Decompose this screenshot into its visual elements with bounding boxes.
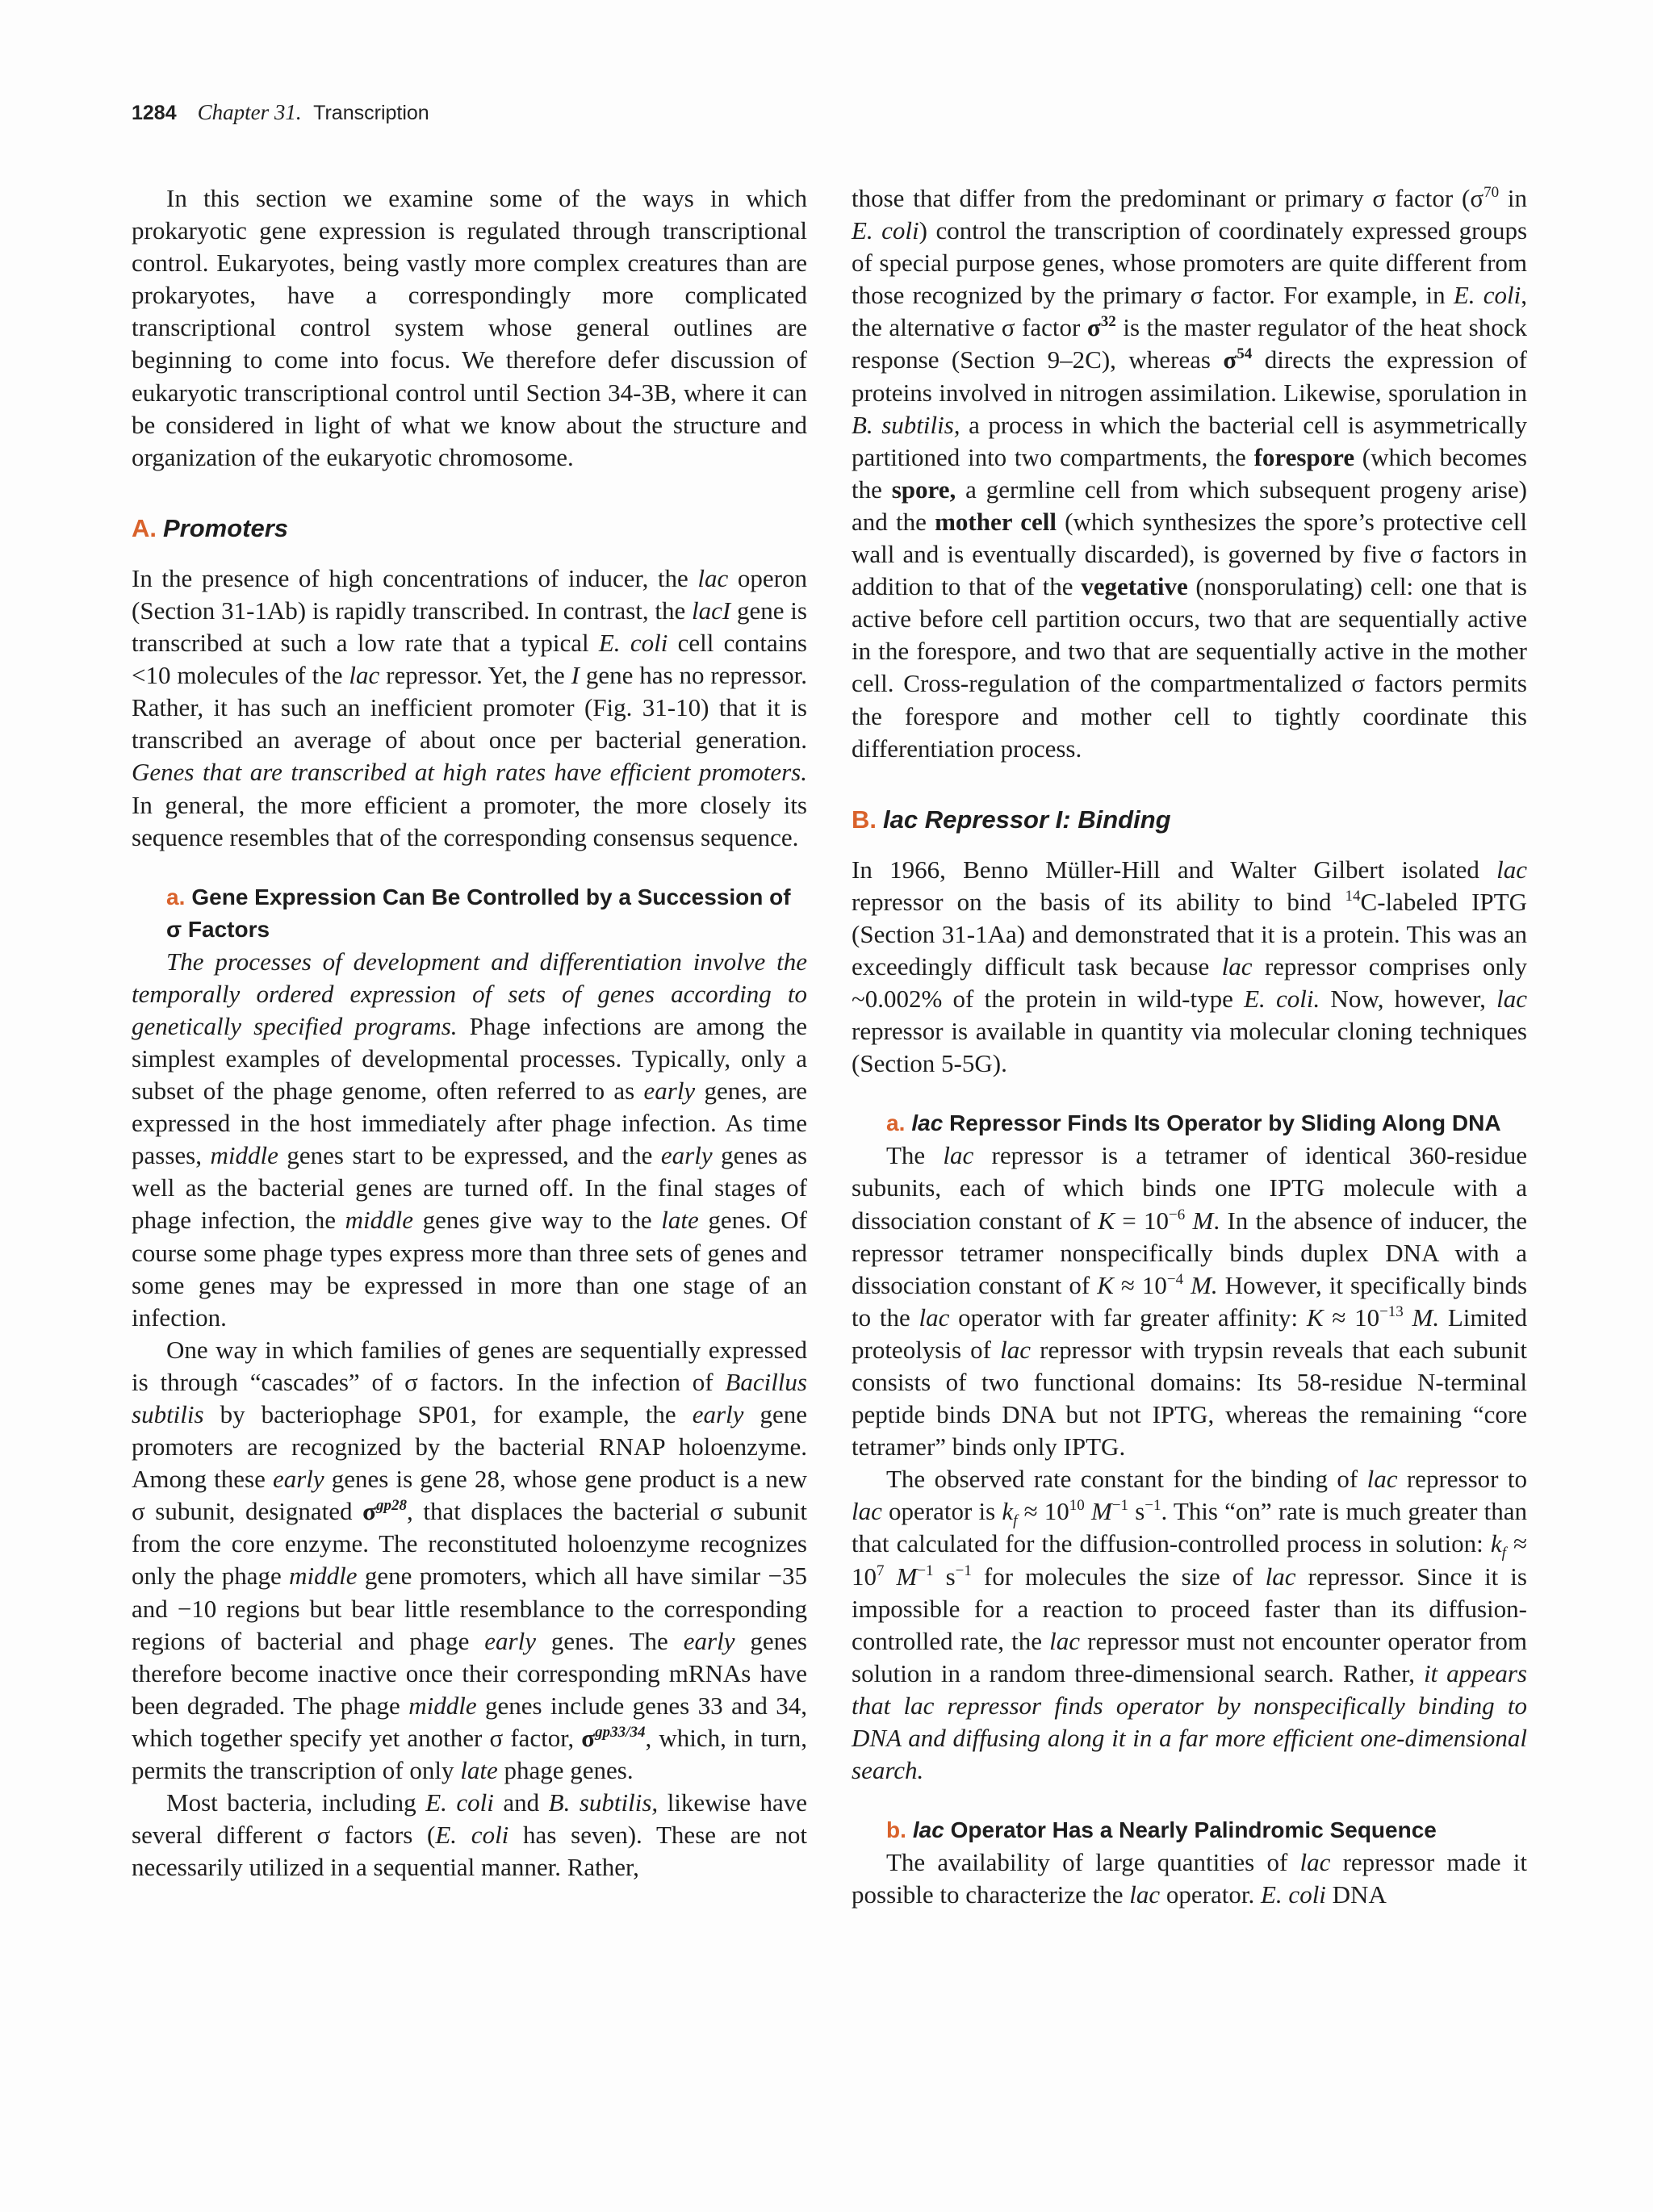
subsection-title: Repressor Finds Its Operator by Sliding Along DNA bbox=[943, 1110, 1501, 1136]
subsection-ba-heading: a. lac Repressor Finds Its Operator by Sliding Along DNA bbox=[886, 1110, 1501, 1136]
intro-paragraph: In this section we examine some of the ways in which prokaryotic gene expression is regulated through transcriptional control. Eukaryotes, being vastly more complex creatures than are prokaryotes, have a correspondingly more complicated transcriptional control system whose general outlines are beginning to come into focus. We therefore defer discussion of eukaryotic transcriptional control until Section 34-3B, where it can be considered in light of what we know about the structure and organization of the eukaryotic chromosome. bbox=[132, 184, 807, 471]
running-head bbox=[132, 100, 429, 132]
sigma-paragraph-2: One way in which families of genes are sequentially expressed is through “cascades” of σ factors. In the infection of Bacillus subtilis by bacteriophage SP01, for example, the early gene promoters are recognized by the bacterial RNAP holoenzyme. Among these early genes is gene 28, whose gene product is a new σ subunit, designated $\sigma^{gp28}$, that displaces the bacterial σ subunit from the core enzyme. The reconstituted holoenzyme recognizes only the phage middle gene promoters, which all have similar −35 and −10 regions but bear little resemblance to the corresponding regions of bacterial and phage early genes. The early genes therefore become inactive once their corresponding mRNAs have been degraded. The phage middle genes include genes 33 and 34, which together specify yet another σ factor, $\sigma^{gp33/34}$, which, in turn, permits the transcription of only late phage genes. bbox=[132, 1335, 807, 1785]
subsection-a-heading bbox=[166, 881, 807, 946]
section-a-heading bbox=[132, 512, 807, 545]
section-title: lac Repressor I: Binding bbox=[883, 805, 1171, 834]
right-column bbox=[852, 182, 1527, 1911]
chapter-title: Transcription bbox=[313, 102, 429, 124]
subsection-letter: a. bbox=[886, 1110, 906, 1136]
subsection-letter: a. bbox=[166, 884, 186, 909]
sigma-paragraph-1: The processes of development and differentiation involve the temporally ordered expression of sets of genes according to genetically specified programs. Phage infections are among the simplest examples of developmental processes. Typically, only a subset of the phage genome, often referred to as early genes, are expressed in the host immediately after phage infection. As time passes, middle genes start to be expressed, and the early genes as well as the bacterial genes are turned off. In the final stages of phage infection, the middle genes give way to the late genes. Of course some phage types express more than three sets of genes and some genes may be expressed in more than one stage of an infection. bbox=[132, 947, 808, 1332]
section-b-heading bbox=[852, 804, 1527, 836]
operator-paragraph: The availability of large quantities of lac repressor made it possible to characterize the lac operator. E. coli DNA bbox=[852, 1848, 1527, 1909]
subsection-bb-heading: b. lac Operator Has a Nearly Palindromic Sequence bbox=[886, 1817, 1437, 1843]
left-column bbox=[132, 182, 807, 1884]
section-letter: A. bbox=[132, 513, 157, 542]
subsection-letter: b. bbox=[886, 1817, 906, 1843]
subsection-title: Gene Expression Can Be Controlled by a Succession of σ Factors bbox=[166, 884, 791, 942]
sliding-paragraph-2: The observed rate constant for the binding of lac repressor to lac operator is $k_f \approx 10^{10}$ $M^{-1}$ $s^{-1}$. This “on” rate is much greater than that calculated for the diffusion-controlled process in solution: $k_f \approx 10^7$ $M^{-1}$ $s^{-1}$ for molecules the size of lac repressor. Since it is impossible for a reaction to proceed faster than its diffusion-controlled rate, the lac repressor must not encounter operator from solution in a random three-dimensional search. Rather, it appears that lac repressor finds operator by nonspecifically binding to DNA and diffusing along it in a far more efficient one-dimensional search. bbox=[852, 1465, 1527, 1785]
subsection-title: Operator Has a Nearly Palindromic Sequence bbox=[944, 1817, 1437, 1843]
continued-paragraph: those that differ from the predominant or primary σ factor ($\sigma^{70}$ in E. coli) control the transcription of coordinately expressed groups of special purpose genes, whose promoters are quite different from those recognized by the primary σ factor. For example, in E. coli, the alternative σ factor $\sigma^{32}$ is the master regulator of the heat shock response (Section 9–2C), whereas $\sigma^{54}$ directs the expression of proteins involved in nitrogen assimilation. Likewise, sporulation in B. subtilis, a process in which the bacterial cell is asymmetrically partitioned into two compartments, the forespore (which becomes the spore, a germline cell from which subsequent progeny arise) and the mother cell (which synthesizes the spore’s protective cell wall and is eventually discarded), is governed by five σ factors in addition to that of the vegetative (nonsporulating) cell: one that is active before cell partition occurs, two that are sequentially active in the forespore, and two that are sequentially active in the mother cell. Cross-regulation of the compartmentalized σ factors permits the forespore and mother cell to tightly coordinate this differentiation process. bbox=[852, 184, 1528, 763]
sigma-paragraph-3: Most bacteria, including E. coli and B. subtilis, likewise have several different σ factors (E. coli has seven). These are not necessarily utilized in a sequential manner. Rather, bbox=[132, 1788, 808, 1882]
promoters-paragraph: In the presence of high concentrations of inducer, the lac operon (Section 31-1Ab) is rapidly transcribed. In contrast, the lacI gene is transcribed at such a low rate that a typical E. coli cell contains <10 molecules of the lac repressor. Yet, the I gene has no repressor. Rather, it has such an inefficient promoter (Fig. 31-10) that it is transcribed an average of about once per bacterial generation. Genes that are transcribed at high rates have efficient promoters. In general, the more efficient a promoter, the more closely its sequence resembles that of the corresponding consensus sequence. bbox=[132, 563, 807, 851]
section-title: Promoters bbox=[163, 513, 289, 542]
lac-repressor-paragraph: In 1966, Benno Müller-Hill and Walter Gilbert isolated lac repressor on the basis of its ability to bind $^{14}$C-labeled IPTG (Section 31-1Aa) and demonstrated that it is a protein. This was an exceedingly difficult task because lac repressor comprises only ~0.002% of the protein in wild-type E. coli. Now, however, lac repressor is available in quantity via molecular cloning techniques (Section 5-5G). bbox=[852, 855, 1527, 1078]
page-number: 1284 bbox=[132, 102, 177, 124]
chapter-label: Chapter 31. bbox=[197, 100, 302, 124]
sliding-paragraph-1: The lac repressor is a tetramer of identical 360-residue subunits, each of which binds one IPTG molecule with a dissociation constant of $K = 10^{-6}$ M. In the absence of inducer, the repressor tetramer nonspecifically binds duplex DNA with a dissociation constant of $K \approx 10^{-4}$ M. However, it specifically binds to the lac operator with far greater affinity: $K \approx 10^{-13}$ M. Limited proteolysis of lac repressor with trypsin reveals that each subunit consists of two functional domains: Its 58-residue N-terminal peptide binds DNA but not IPTG, whereas the remaining “core tetramer” binds only IPTG. bbox=[852, 1141, 1528, 1461]
section-letter: B. bbox=[852, 805, 877, 834]
